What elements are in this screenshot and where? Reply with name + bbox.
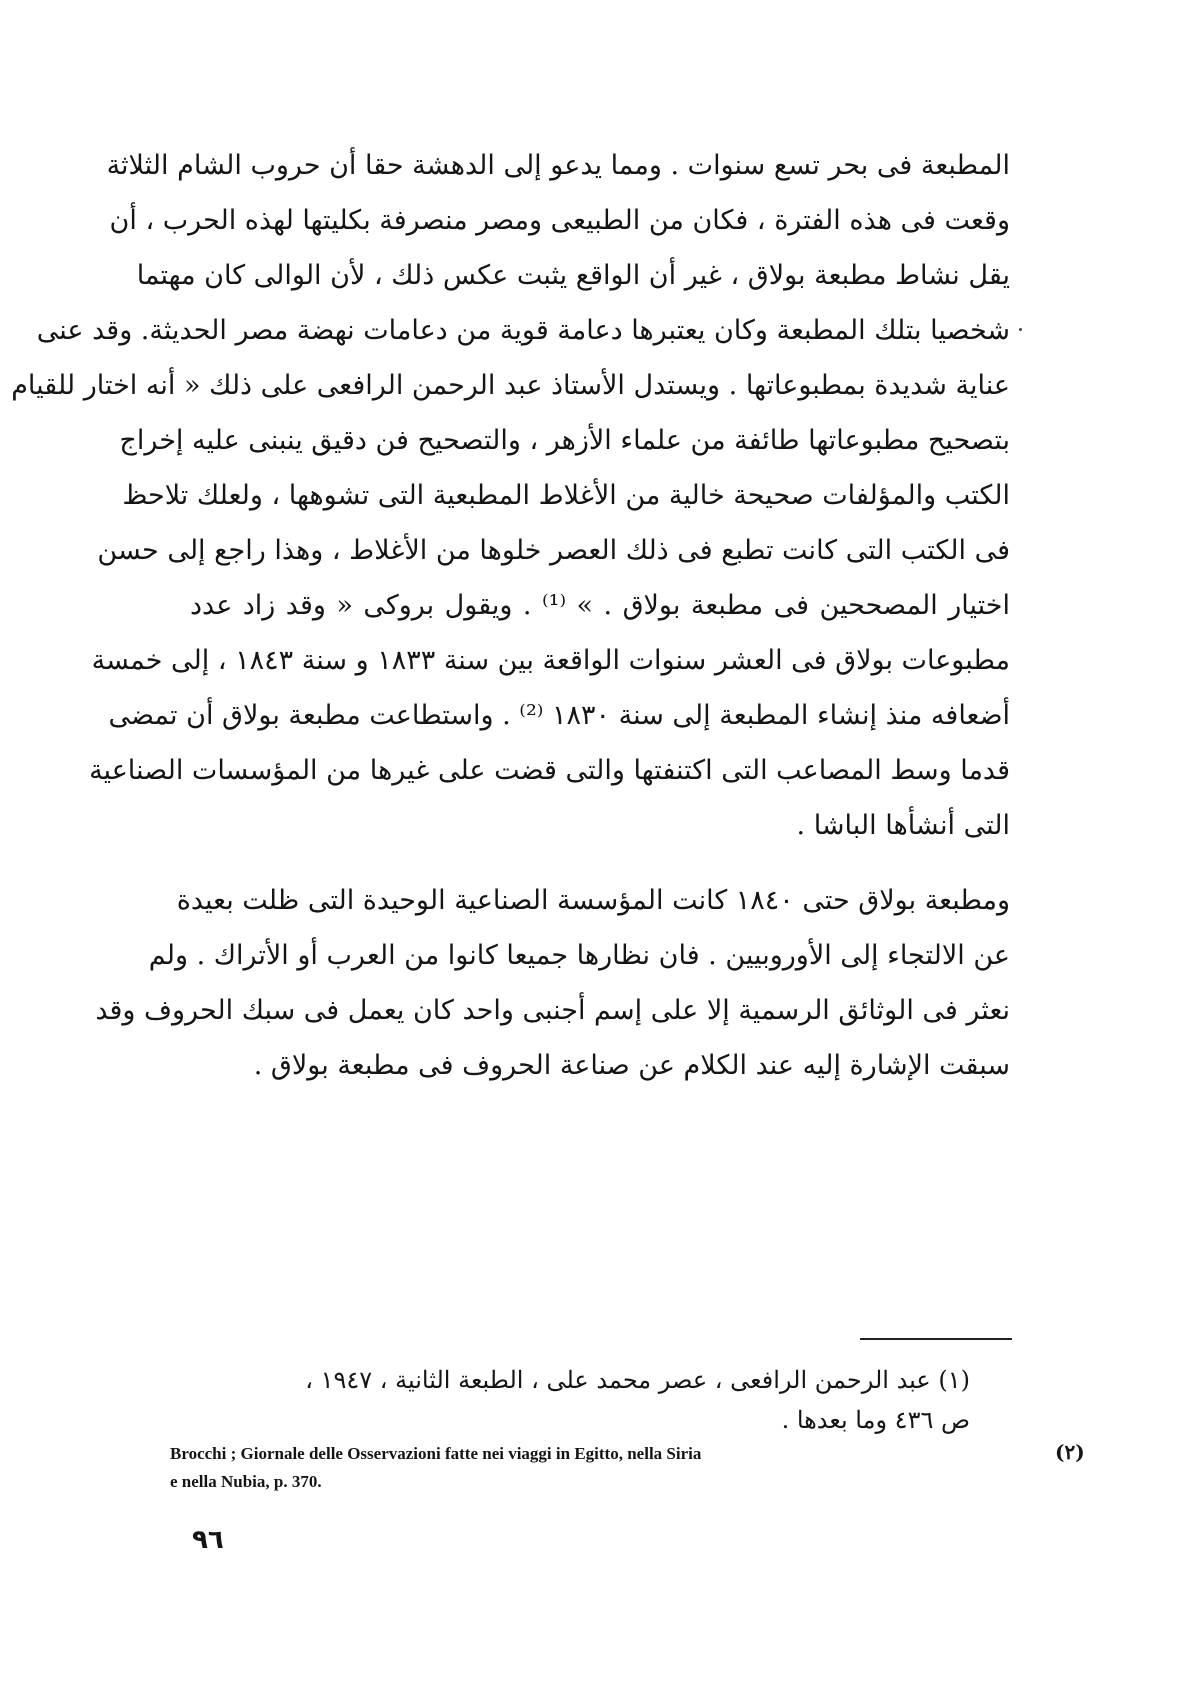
text-line: عناية شديدة بمطبوعاتها . ويستدل الأستاذ عبد الرحمن الرافعى على ذلك « أنه اختار للقيام xyxy=(11,370,1010,401)
text-line: شخصيا بتلك المطبعة وكان يعتبرها دعامة قوية من دعامات نهضة مصر الحديثة. وقد عنى xyxy=(36,315,1010,346)
footnote-2-marker: (٢) xyxy=(1055,1440,1085,1464)
text-line: قدما وسط المصاعب التى اكتنفتها والتى قضت على غيرها من المؤسسات الصناعية xyxy=(89,755,1010,786)
text-line: وقعت فى هذه الفترة ، فكان من الطبيعى ومصر منصرفة بكليتها لهذه الحرب ، أن xyxy=(109,205,1010,236)
footnote-2 xyxy=(150,1440,1130,1468)
footnote-1-line: (١) عبد الرحمن الرافعى ، عصر محمد على ، الطبعة الثانية ، ١٩٤٧ ، xyxy=(305,1366,970,1394)
text-line: فى الكتب التى كانت تطبع فى ذلك العصر خلوها من الأغلاط ، وهذا راجع إلى حسن xyxy=(97,535,1010,566)
text-line: بتصحيح مطبوعاتها طائفة من علماء الأزهر ، والتصحيح فن دقيق ينبنى عليه إخراج xyxy=(119,425,1010,456)
text-line: التى أنشأها الباشا . xyxy=(796,810,1010,841)
text-line: أضعافه منذ إنشاء المطبعة إلى سنة ١٨٣٠ ⁽²⁾ . واستطاعت مطبعة بولاق أن تمضى xyxy=(108,700,1010,731)
page-number: ٩٦ xyxy=(192,1525,224,1555)
text-line: ومطبعة بولاق حتى ١٨٤٠ كانت المؤسسة الصناعية الوحيدة التى ظلت بعيدة xyxy=(176,885,1010,916)
text-line: اختيار المصححين فى مطبعة بولاق . » ⁽¹⁾ . ويقول بروكى « وقد زاد عدد xyxy=(190,590,1011,621)
text-line: سبقت الإشارة إليه عند الكلام عن صناعة الحروف فى مطبعة بولاق . xyxy=(253,1050,1010,1081)
text-line: عن الالتجاء إلى الأوروبيين . فان نظارها جميعا كانوا من العرب أو الأتراك . ولم xyxy=(148,940,1010,971)
text-line: الكتب والمؤلفات صحيحة خالية من الأغلاط المطبعية التى تشوهها ، ولعلك تلاحظ xyxy=(122,480,1010,511)
paragraph-2 xyxy=(95,873,1010,1093)
paragraph-1 xyxy=(11,138,1011,853)
scan-speck xyxy=(1019,328,1022,331)
footnote-2-text: Brocchi ; Giornale delle Osservazioni fatte nei viaggi in Egitto, nella Siria xyxy=(170,1444,702,1463)
main-text xyxy=(11,138,1011,1093)
footnote-2-text: e nella Nubia, p. 370. xyxy=(170,1472,322,1491)
footnote-2-continuation xyxy=(150,1468,1130,1496)
footnotes xyxy=(170,1360,1085,1496)
text-line: المطبعة فى بحر تسع سنوات . ومما يدعو إلى الدهشة حقا أن حروب الشام الثلاثة xyxy=(106,150,1010,181)
footnote-divider xyxy=(860,1338,1012,1340)
text-line: مطبوعات بولاق فى العشر سنوات الواقعة بين سنة ١٨٣٣ و سنة ١٨٤٣ ، إلى خمسة xyxy=(91,645,1010,676)
text-line: نعثر فى الوثائق الرسمية إلا على إسم أجنبى واحد كان يعمل فى سبك الحروف وقد xyxy=(95,995,1010,1026)
footnote-1-line: ص ٤٣٦ وما بعدها . xyxy=(781,1406,970,1434)
text-line: يقل نشاط مطبعة بولاق ، غير أن الواقع يثبت عكس ذلك ، لأن الوالى كان مهتما xyxy=(136,260,1010,291)
